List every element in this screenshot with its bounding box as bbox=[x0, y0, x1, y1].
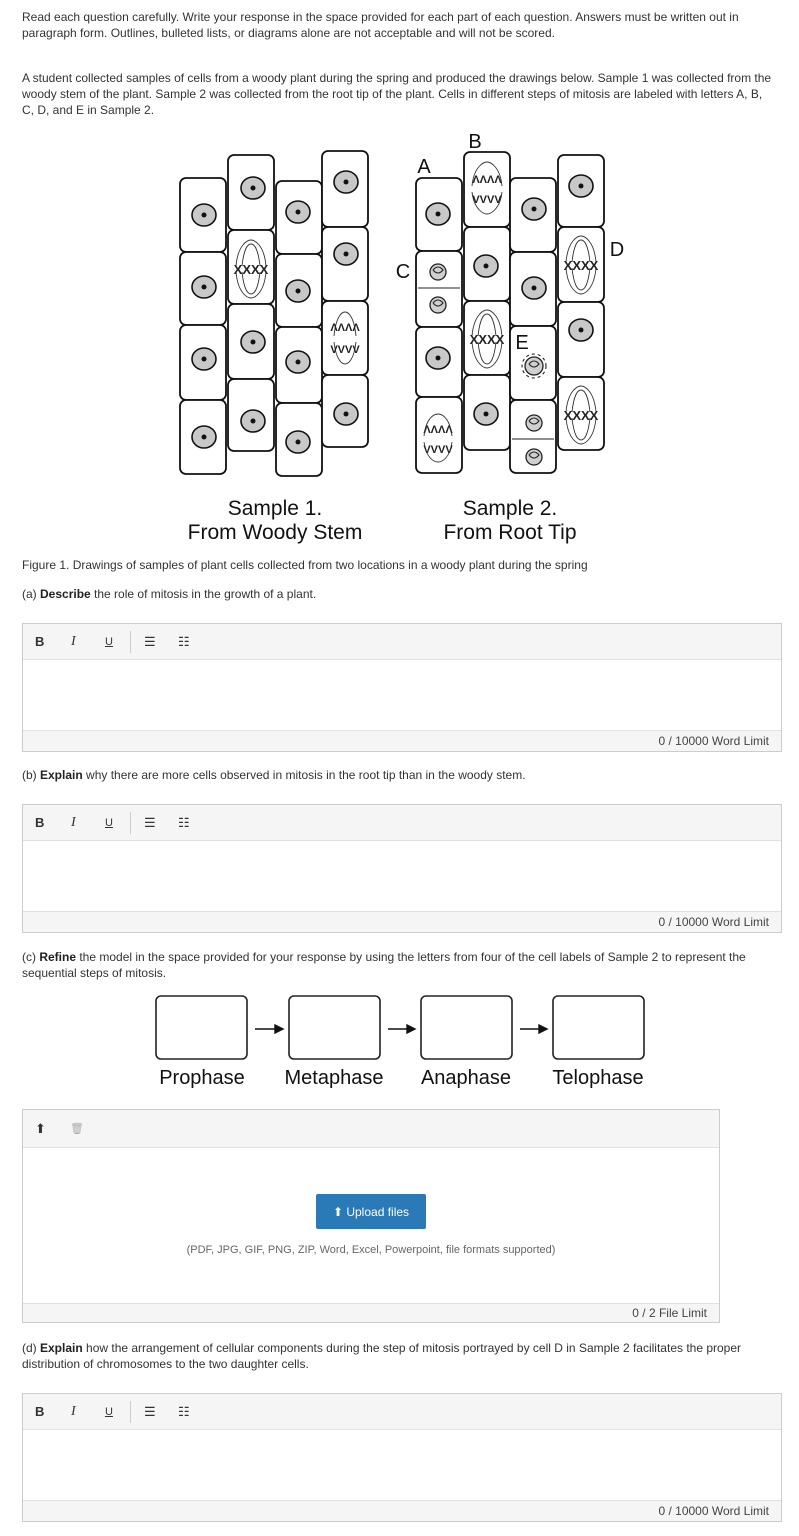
mitosis-model bbox=[150, 990, 660, 1094]
word-counter-a: 0 / 10000 Word Limit bbox=[23, 730, 781, 751]
trash-icon[interactable]: 🗑 bbox=[70, 1123, 84, 1135]
step-metaphase: Metaphase bbox=[284, 1067, 384, 1089]
svg-text:XXXX: XXXX bbox=[563, 258, 599, 273]
file-upload-panel bbox=[22, 1109, 720, 1323]
response-editor-a bbox=[22, 623, 782, 752]
editor-toolbar bbox=[23, 805, 781, 841]
sample2-title: Sample 2. bbox=[462, 497, 558, 520]
svg-text:XXXX: XXXX bbox=[233, 262, 269, 277]
question-d: (d) Explain how the arrangement of cellular components during the step of mitosis portrayed by cell D in Sample 2 facilitates the proper distribution of chromosomes to the two daughter cells. bbox=[22, 1341, 742, 1371]
svg-text:ΛΛΛΛ: ΛΛΛΛ bbox=[472, 174, 502, 186]
underline-button[interactable]: U bbox=[105, 1406, 113, 1418]
svg-text:VVVV: VVVV bbox=[472, 194, 502, 206]
figure-caption: Figure 1. Drawings of samples of plant cells collected from two locations in a woody plant during the spring bbox=[22, 558, 588, 572]
sample1-title: Sample 1. bbox=[227, 497, 323, 520]
svg-text:ΛΛΛΛ: ΛΛΛΛ bbox=[330, 322, 360, 334]
file-counter: 0 / 2 File Limit bbox=[23, 1303, 719, 1322]
telophase-box bbox=[553, 996, 644, 1059]
cell-drawings-figure bbox=[170, 128, 625, 548]
question-a: (a) Describe the role of mitosis in the growth of a plant. bbox=[22, 587, 317, 601]
toolbar-divider bbox=[130, 631, 131, 653]
instructions-text: Read each question carefully. Write your response in the space provided for each part of each question. Answers must be written out in paragraph form. Outlines, bulleted lists, or diagrams alone are not acceptable and will not be scored. bbox=[22, 10, 739, 40]
label-c: C bbox=[395, 261, 411, 283]
word-counter-d: 0 / 10000 Word Limit bbox=[23, 1500, 781, 1521]
label-b: B bbox=[468, 131, 482, 153]
italic-button[interactable]: I bbox=[71, 1404, 76, 1419]
svg-text:ΛΛΛΛ: ΛΛΛΛ bbox=[423, 424, 453, 436]
sample2-subtitle: From Root Tip bbox=[443, 521, 577, 544]
svg-text:VVVV: VVVV bbox=[423, 444, 453, 456]
bold-button[interactable]: B bbox=[35, 634, 45, 649]
upload-files-button[interactable]: ⬆ Upload files bbox=[316, 1194, 426, 1229]
bullet-list-icon[interactable]: ☰ bbox=[144, 815, 156, 830]
response-textarea-d[interactable] bbox=[23, 1430, 781, 1500]
svg-text:XXXX: XXXX bbox=[469, 332, 505, 347]
numbered-list-icon[interactable]: ☷ bbox=[178, 815, 190, 830]
response-editor-d bbox=[22, 1393, 782, 1522]
bullet-list-icon[interactable]: ☰ bbox=[144, 1404, 156, 1419]
word-counter-b: 0 / 10000 Word Limit bbox=[23, 911, 781, 932]
italic-button[interactable]: I bbox=[71, 634, 76, 649]
bullet-list-icon[interactable]: ☰ bbox=[144, 634, 156, 649]
step-prophase: Prophase bbox=[159, 1067, 245, 1089]
italic-button[interactable]: I bbox=[71, 815, 76, 830]
editor-toolbar bbox=[23, 1394, 781, 1430]
underline-button[interactable]: U bbox=[105, 636, 113, 648]
response-textarea-a[interactable] bbox=[23, 660, 781, 730]
numbered-list-icon[interactable]: ☷ bbox=[178, 1404, 190, 1419]
svg-text:VVVV: VVVV bbox=[330, 344, 360, 356]
stimulus-text: A student collected samples of cells from a woody plant during the spring and produced the drawings below. Sample 1 was collected from the woody stem of the plant. Sample 2 was collected from the root tip of the plant. Cells in different steps of mitosis are labeled with letters A, B, C, D, and E in Sample 2. bbox=[22, 71, 772, 117]
response-editor-b bbox=[22, 804, 782, 933]
step-telophase: Telophase bbox=[552, 1067, 644, 1089]
label-e: E bbox=[515, 332, 529, 354]
upload-icon[interactable]: ⬆ bbox=[35, 1121, 46, 1136]
upload-toolbar bbox=[23, 1110, 719, 1148]
metaphase-box bbox=[289, 996, 380, 1059]
underline-button[interactable]: U bbox=[105, 817, 113, 829]
sample1-subtitle: From Woody Stem bbox=[187, 521, 363, 544]
step-anaphase: Anaphase bbox=[420, 1067, 512, 1089]
label-d: D bbox=[609, 239, 625, 261]
toolbar-divider bbox=[130, 812, 131, 834]
anaphase-box bbox=[421, 996, 512, 1059]
label-a: A bbox=[417, 156, 431, 178]
toolbar-divider bbox=[130, 1401, 131, 1423]
question-c: (c) Refine the model in the space provided for your response by using the letters from four of the cell labels of Sample 2 to represent the sequential steps of mitosis. bbox=[22, 950, 746, 980]
question-b: (b) Explain why there are more cells observed in mitosis in the root tip than in the woody stem. bbox=[22, 768, 526, 782]
svg-text:XXXX: XXXX bbox=[563, 408, 599, 423]
supported-formats-text: (PDF, JPG, GIF, PNG, ZIP, Word, Excel, Powerpoint, file formats supported) bbox=[186, 1244, 556, 1256]
prophase-box bbox=[156, 996, 247, 1059]
bold-button[interactable]: B bbox=[35, 1404, 45, 1419]
editor-toolbar bbox=[23, 624, 781, 660]
response-textarea-b[interactable] bbox=[23, 841, 781, 911]
bold-button[interactable]: B bbox=[35, 815, 45, 830]
numbered-list-icon[interactable]: ☷ bbox=[178, 634, 190, 649]
